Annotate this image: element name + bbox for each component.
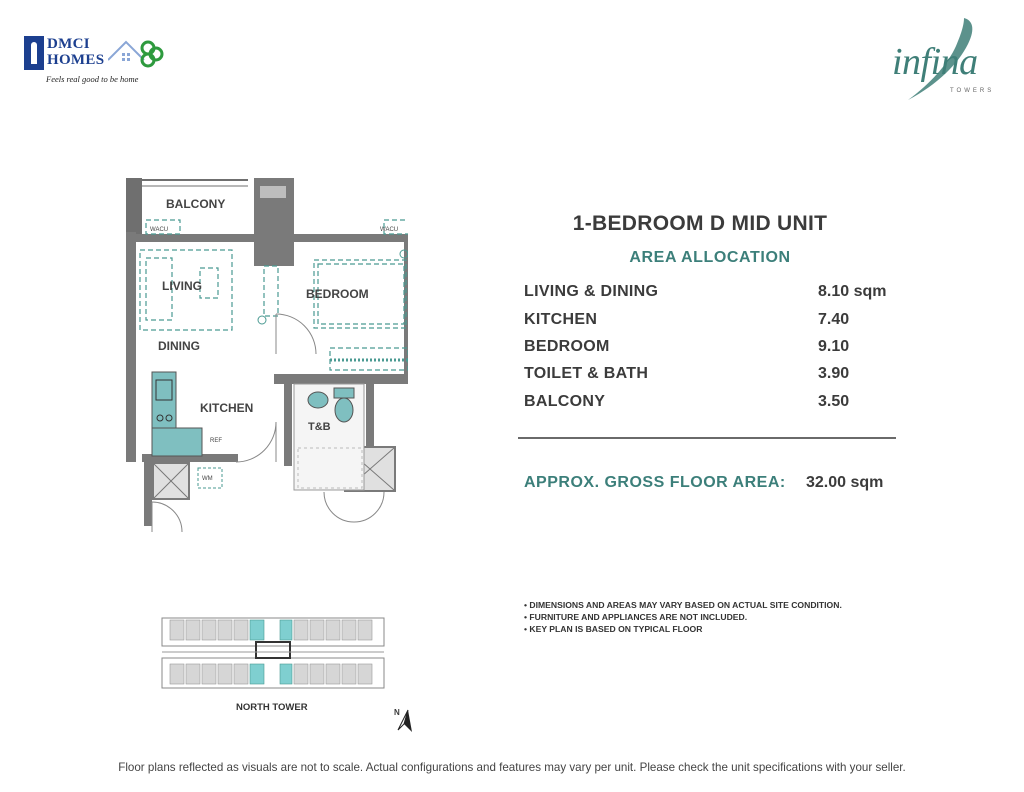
house-clover-icon — [108, 36, 164, 76]
disclaimer: Floor plans reflected as visuals are not to scale. Actual configurations and features may vary per unit. Please check the unit specifications with your seller. — [118, 761, 906, 774]
area-row-kitchen — [524, 311, 904, 333]
area-row-toilet-bath — [524, 365, 904, 387]
note-item: • KEY PLAN IS BASED ON TYPICAL FLOOR — [524, 623, 944, 635]
unit-floor-plan — [118, 172, 408, 534]
area-row-balcony — [524, 393, 904, 415]
area-label: KITCHEN — [524, 311, 598, 328]
fixture-label-wacu-left: WACU — [150, 227, 169, 233]
developer-emblem-icon — [24, 36, 44, 70]
room-label-tb: T&B — [308, 421, 331, 433]
unit-title: 1-BEDROOM D MID UNIT — [572, 212, 828, 235]
gross-floor-area-value: 32.00 sqm — [806, 474, 884, 491]
room-label-dining: DINING — [158, 339, 200, 353]
area-row-living-dining — [524, 283, 904, 305]
fixture-label-wacu-right: WACU — [380, 227, 399, 233]
area-label: BALCONY — [524, 393, 606, 410]
note-item: • FURNITURE AND APPLIANCES ARE NOT INCLUDED. — [524, 611, 944, 623]
developer-name-line2: HOMES — [47, 52, 105, 68]
room-label-living: LIVING — [162, 279, 203, 293]
area-row-bedroom — [524, 338, 904, 360]
area-value: 3.90 — [818, 365, 850, 382]
area-value: 8.10 sqm — [818, 283, 887, 300]
project-logo — [868, 14, 998, 106]
room-label-bedroom: BEDROOM — [306, 287, 369, 301]
fixture-label-wm: WM — [202, 476, 213, 482]
north-label: N — [394, 708, 400, 717]
room-label-kitchen: KITCHEN — [200, 401, 254, 415]
area-allocation-heading: AREA ALLOCATION — [629, 249, 791, 266]
project-name: infina — [892, 41, 978, 83]
fixture-label-ref: REF — [210, 438, 222, 444]
key-plan — [160, 614, 386, 694]
area-value: 3.50 — [818, 393, 850, 410]
project-subtitle: TOWERS — [950, 88, 995, 94]
area-label: LIVING & DINING — [524, 283, 659, 300]
area-value: 9.10 — [818, 338, 850, 355]
note-item: • DIMENSIONS AND AREAS MAY VARY BASED ON ACTUAL SITE CONDITION. — [524, 599, 944, 611]
key-plan-label: NORTH TOWER — [236, 702, 308, 713]
area-value: 7.40 — [818, 311, 850, 328]
developer-logo — [24, 34, 164, 88]
developer-tagline: Feels real good to be home — [46, 74, 139, 84]
area-label: BEDROOM — [524, 338, 610, 355]
area-label: TOILET & BATH — [524, 365, 649, 382]
room-label-balcony: BALCONY — [166, 197, 226, 211]
gross-floor-area-label: APPROX. GROSS FLOOR AREA: — [524, 474, 786, 491]
divider — [518, 437, 896, 439]
developer-name-line1: DMCI — [47, 36, 90, 52]
notes-list — [524, 599, 944, 635]
north-arrow — [392, 708, 416, 741]
